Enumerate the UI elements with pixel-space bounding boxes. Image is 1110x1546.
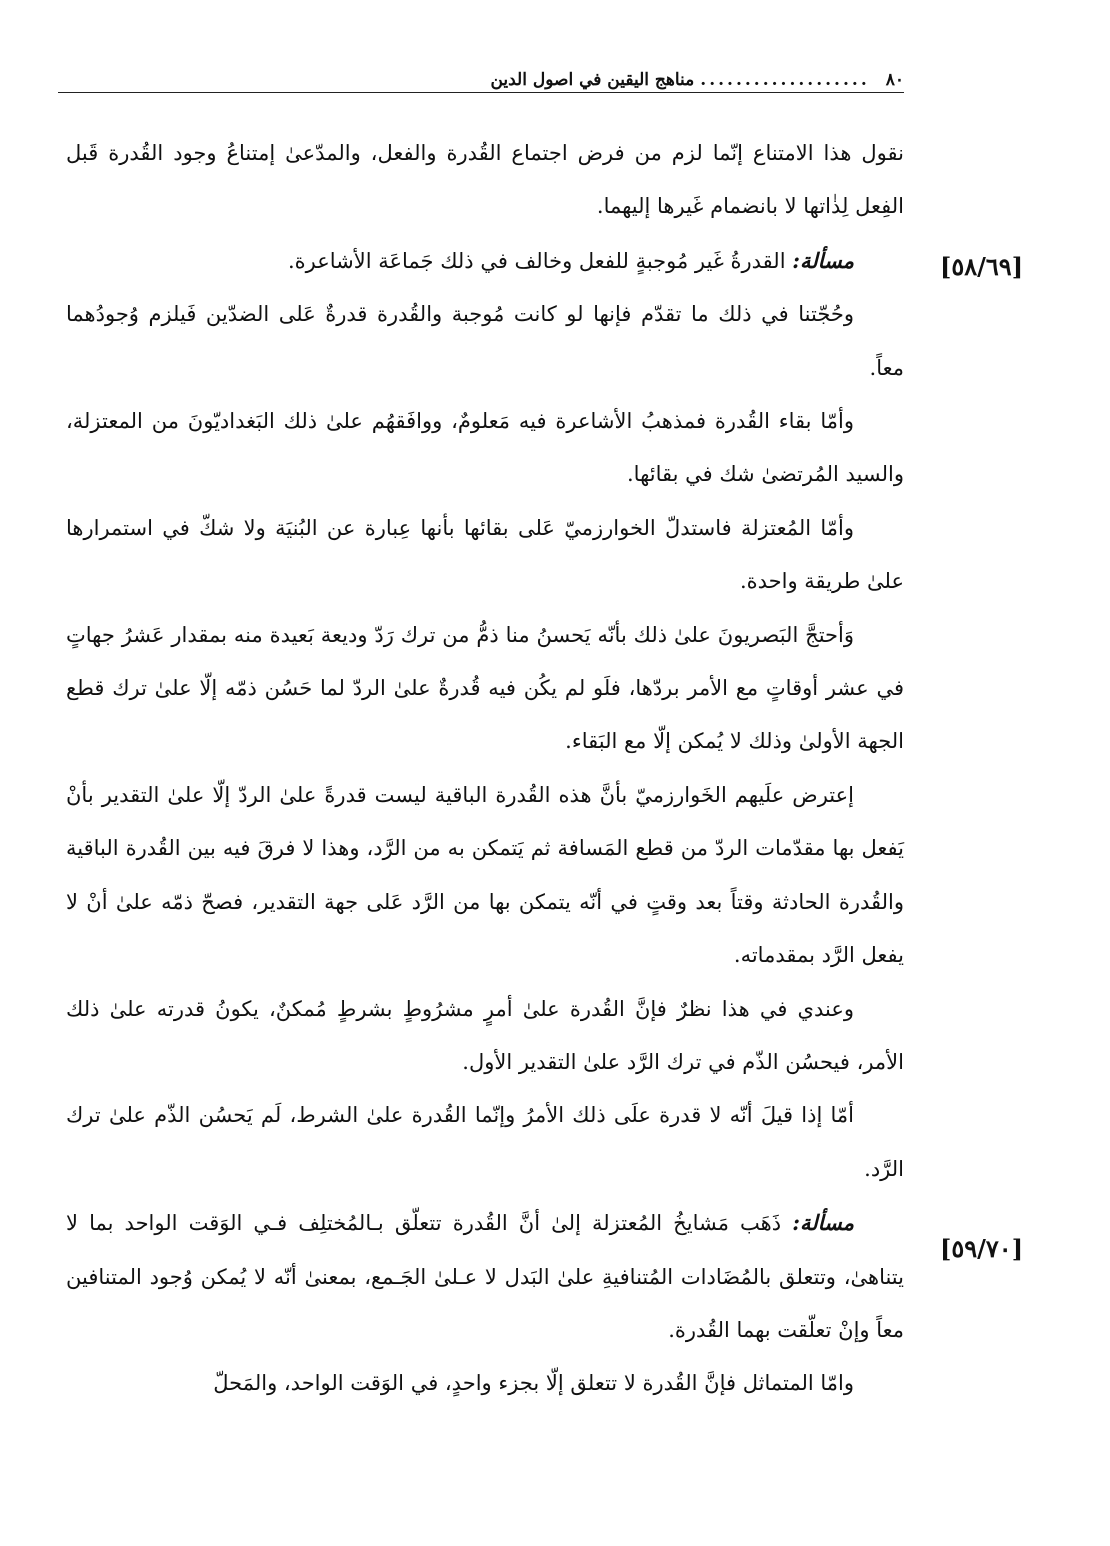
paragraph-11: وامّا المتماثل فإنَّ القُدرة لا تتعلق إلّا بجزء واحدٍ، في الوَقت الواحد، والمَحلّ (213, 1371, 854, 1396)
issue-label: مسألة: (792, 1210, 854, 1236)
paragraph-7: إعترض علَيهم الخَوارزميّ بأنَّ هذه القُدرة الباقية ليست قدرةً علىٰ الردّ إلّا علىٰ التقدير بأنْ يَفعل بها مقدّمات الردّ من قطع المَسافة ثم يَتمكن به من الرَّد، وهذا لا فرقَ فيه بين القُدرة الباقية والقُدرة الحادثة وقتاً بعد وقتٍ في أنّه يتمكن بها من الرَّد عَلى جهة التقدير، فصحّ ذمّه علىٰ أنْ لا يفعل الرَّد بمقدماته. (66, 782, 904, 968)
paragraph-10 (66, 1196, 904, 1357)
paragraph-9: أمّا إذا قيلَ أنّه لا قدرة علَى ذلك الأمرُ وإنّما القُدرة علىٰ الشرط، لَم يَحسُن الذّم علىٰ ترك الرَّد. (66, 1103, 904, 1181)
paragraph-8: وعندي في هذا نظرٌ فإنَّ القُدرة علىٰ أمرٍ مشرُوطٍ بشرطٍ مُمكنٌ، يكونُ قدرته علىٰ ذلك الأمر، فيحسُن الذّم في ترك الرَّد علىٰ التقدير الأول. (66, 996, 904, 1074)
page-number: ٨٠ (885, 70, 904, 90)
book-title: مناهج اليقين في اصول الدين (490, 70, 695, 90)
issue-label: مسألة: (792, 247, 854, 273)
paragraph-1: نقول هذا الامتناع إنّما لزم من فرض اجتماع القُدرة والفعل، والمدّعىٰ إمتناعُ وجود القُدرة قَبل الفِعل لِذٰاتها لا بانضمام غَيرها إليهما. (66, 141, 904, 219)
running-header (58, 38, 904, 90)
paragraph-5: وأمّا المُعتزلة فاستدلّ الخوارزميّ عَلى بقائها بأنها عِبارة عن البُنيَة ولا شكّ في استمرارها علىٰ طريقة واحدة. (66, 515, 904, 594)
paragraph-3: وحُجّتنا في ذلك ما تقدّم فإنها لو كانت مُوجبة والقُدرة قدرةٌ عَلى الضدّين فَيلزم وُجودُهما معاً. (66, 302, 904, 380)
paragraph-6: وَأحتجَّ البَصريونَ علىٰ ذلك بأنّه يَحسنُ منا ذمُّ من ترك رَدّ وديعة بَعيدة منه بمقدار عَشرُ جهاتٍ في عشر أوقاتٍ مع الأمر بردّها، فلَو لم يكُن فيه قُدرةٌ علىٰ الردّ لما حَسُن ذمّه إلّا علىٰ ترك قطع الجهة الأولىٰ وذلك لا يُمكن إلّا مع البَقاء. (66, 622, 904, 754)
margin-number-issue-58: [٥٨/٦٩] (940, 252, 1024, 281)
paragraph-2-text: القدرةُ غَير مُوجبةٍ للفعل وخالف في ذلك جَماعَة الأشاعرة. (287, 248, 793, 273)
body-text (66, 127, 904, 1411)
header-rule (58, 92, 904, 93)
paragraph-4: وأمّا بقاء القُدرة فمذهبُ الأشاعرة فيه مَعلومٌ، ووافَقهُم علىٰ ذلك البَغداديّونَ من المعتزلة، والسيد المُرتضىٰ شك في بقائها. (66, 409, 904, 487)
header-leader-dots: ................... (700, 70, 870, 90)
paragraph-10-text: ذَهَب مَشايخُ المُعتزلة إلىٰ أنَّ القُدرة تتعلّق بـالمُختلِف فـي الوَقت الواحد بما لا يتناهىٰ، وتتعلق بالمُضَادات المُتنافيةِ علىٰ البَدل لا عـلىٰ الجَـمع، بمعنىٰ أنّه لا يُمكن وُجود المتنافين معاً وإنْ تعلّقت بهما القُدرة. (66, 1211, 904, 1342)
margin-number-issue-59: [٥٩/٧٠] (940, 1234, 1024, 1263)
paragraph-2 (66, 234, 904, 288)
